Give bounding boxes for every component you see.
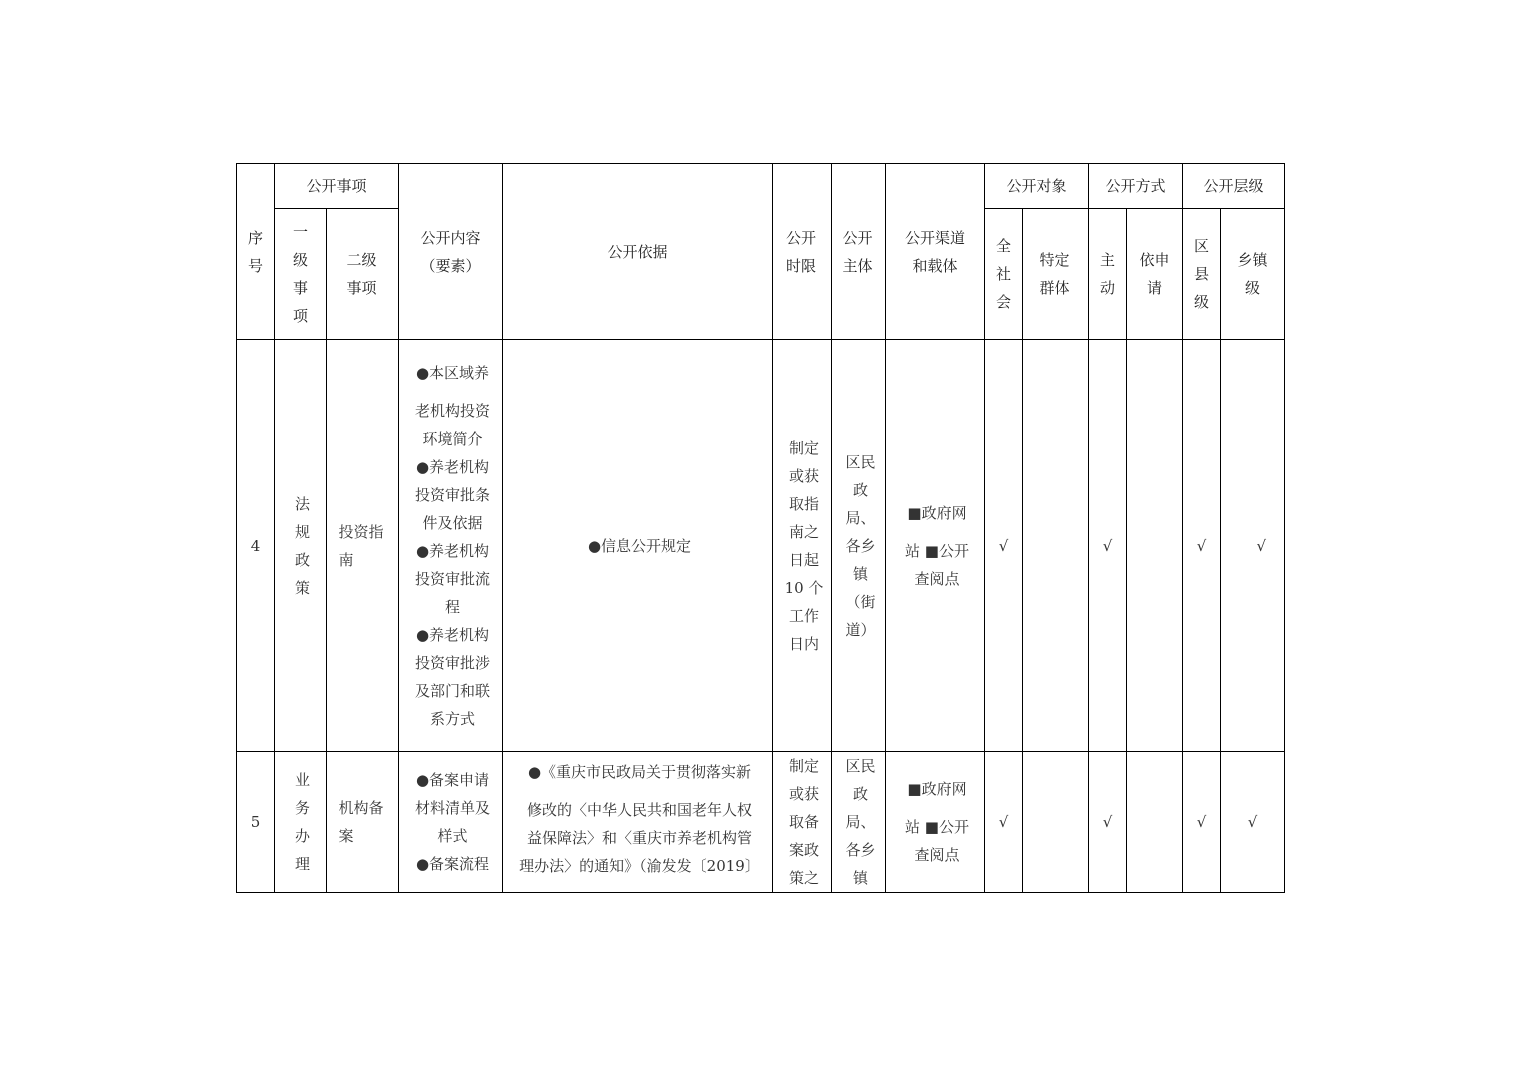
row-target-all-check: √ <box>985 340 1023 752</box>
header-item-l2: 二级事项 <box>327 209 399 340</box>
header-target-all: 全社会 <box>985 209 1023 340</box>
row-seq: 4 <box>237 340 275 752</box>
header-basis: 公开依据 <box>503 164 773 340</box>
row-channel: ■政府网 站 ■公开 查阅点 <box>886 752 985 893</box>
header-seq: 序号 <box>237 164 275 340</box>
row-basis: ●信息公开规定 <box>503 340 773 752</box>
header-subject: 公开主体 <box>832 164 886 340</box>
row-level-district-check: √ <box>1183 340 1221 752</box>
row-target-specific <box>1023 752 1089 893</box>
row-target-specific <box>1023 340 1089 752</box>
row-item-l1: 业务办理 <box>275 752 327 893</box>
row-item-l2: 机构备案 <box>327 752 399 893</box>
disclosure-table <box>236 163 1285 893</box>
header-level-district: 区县级 <box>1183 209 1221 340</box>
row-method-active-check: √ <box>1089 340 1127 752</box>
header-method-group: 公开方式 <box>1089 164 1183 209</box>
header-level-group: 公开层级 <box>1183 164 1285 209</box>
row-seq: 5 <box>237 752 275 893</box>
row-subject: 区民 政 局、 各乡 镇 <box>832 752 886 893</box>
row-basis: ●《重庆市民政局关于贯彻落实新 修改的〈中华人民共和国老年人权 益保障法〉和〈重庆市养老机构管 理办法〉的通知》（渝发发〔2019〕 <box>503 752 773 893</box>
row-channel: ■政府网 站 ■公开 查阅点 <box>886 340 985 752</box>
table-row <box>237 752 1285 893</box>
row-method-active-check: √ <box>1089 752 1127 893</box>
row-time-limit: 制定 或获 取指 南之 日起 10 个 工作 日内 <box>773 340 832 752</box>
row-method-request <box>1127 752 1183 893</box>
table-row <box>237 340 1285 752</box>
row-target-all-check: √ <box>985 752 1023 893</box>
header-target-group: 公开对象 <box>985 164 1089 209</box>
row-level-district-check: √ <box>1183 752 1221 893</box>
header-target-specific: 特定群体 <box>1023 209 1089 340</box>
row-subject: 区民 政 局、 各乡 镇 （街 道） <box>832 340 886 752</box>
header-item-group: 公开事项 <box>275 164 399 209</box>
header-channel: 公开渠道和载体 <box>886 164 985 340</box>
header-method-active: 主动 <box>1089 209 1127 340</box>
row-level-town-check: √ <box>1221 752 1285 893</box>
header-level-town: 乡镇级 <box>1221 209 1285 340</box>
header-item-l1: 一级事项 <box>275 209 327 340</box>
header-time-limit: 公开时限 <box>773 164 832 340</box>
row-level-town-check: √ <box>1221 340 1285 752</box>
row-method-request <box>1127 340 1183 752</box>
row-item-l1: 法规政策 <box>275 340 327 752</box>
row-time-limit: 制定 或获 取备 案政 策之 <box>773 752 832 893</box>
row-content: ●备案申请 材料清单及 样式 ●备案流程 <box>399 752 503 893</box>
header-method-request: 依申请 <box>1127 209 1183 340</box>
row-item-l2: 投资指南 <box>327 340 399 752</box>
header-content: 公开内容（要素） <box>399 164 503 340</box>
row-content: ●本区域养 老机构投资 环境简介 ●养老机构 投资审批条 件及依据 ●养老机构 投资审批流 程 ●养老机构 投资审批涉 及部门和联 系方式 <box>399 340 503 752</box>
